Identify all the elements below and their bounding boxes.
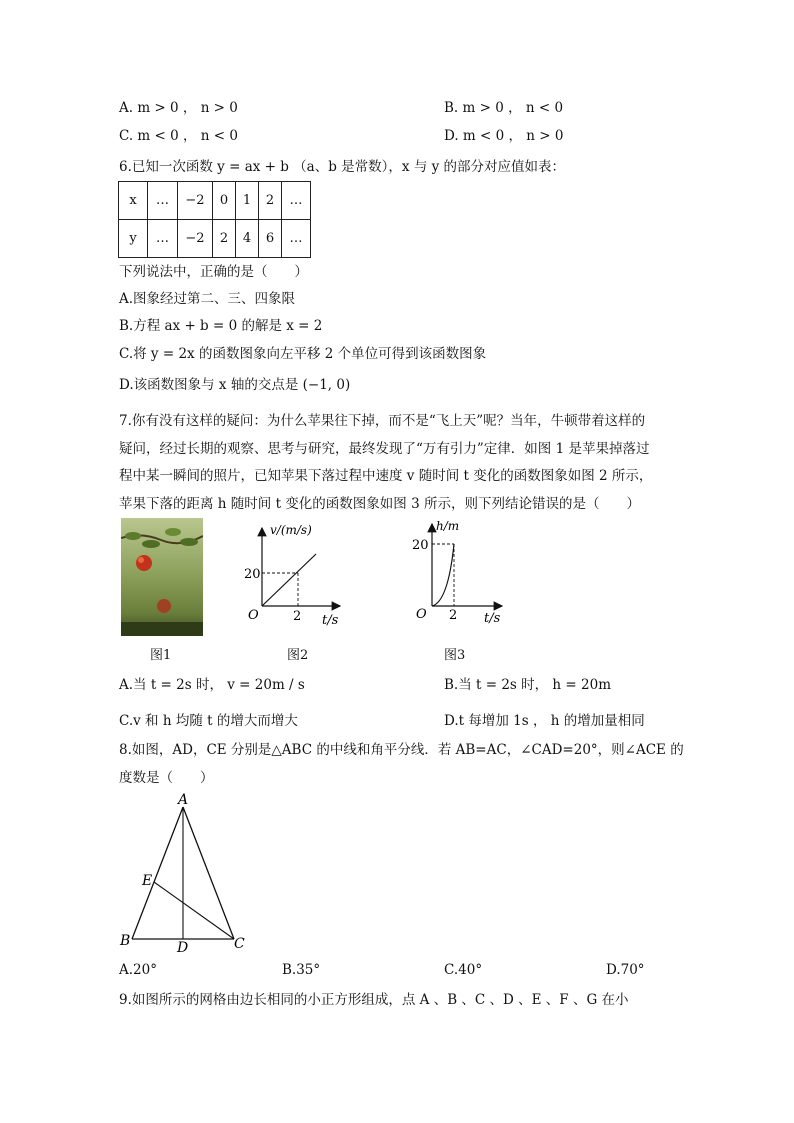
side-ab <box>132 807 183 939</box>
table-cell: 0 <box>213 182 236 220</box>
table-cell: 2 <box>213 220 236 258</box>
table-cell: … <box>282 220 311 258</box>
q6-value-table <box>118 181 311 258</box>
y-axis-label: v/(m/s) <box>270 523 312 537</box>
bisector-ce <box>154 882 234 939</box>
q7-line-3: 程中某一瞬间的照片，已知苹果下落过程中速度 v 随时间 t 变化的函数图象如图 2 所示， <box>119 468 653 484</box>
q5-option-c: C. m < 0 ， n < 0 <box>119 128 238 144</box>
point-label-e: E <box>142 873 153 889</box>
fig2-caption: 图2 <box>287 648 309 663</box>
vertex-label-a: A <box>178 792 189 808</box>
apple-photo <box>121 518 203 636</box>
x-tick-label: 2 <box>449 608 458 623</box>
q7-option-a: A.当 t = 2s 时， v = 20m / s <box>119 677 305 693</box>
fig1-caption: 图1 <box>150 648 172 663</box>
vertex-label-b: B <box>120 933 131 949</box>
q8-line-2: 度数是（ ） <box>119 770 214 786</box>
q7-line-1: 7.你有没有这样的疑问：为什么苹果往下掉，而不是“飞上天”呢？当年，牛顿带着这样的 <box>119 413 646 429</box>
q7-line-2: 疑问，经过长期的观察、思考与研究，最终发现了“万有引力”定律．如图 1 是苹果掉落过 <box>119 441 650 457</box>
q6-option-d: D.该函数图象与 x 轴的交点是 (−1, 0) <box>119 377 351 393</box>
origin-label: O <box>248 608 259 623</box>
q7-line-4: 苹果下落的距离 h 随时间 t 变化的函数图象如图 3 所示，则下列结论错误的是（ ） <box>119 496 640 512</box>
y-tick-label: 20 <box>244 567 261 582</box>
q6-stem: 6.已知一次函数 y = ax + b （a、b 是常数），x 与 y 的部分对应值如表： <box>119 159 566 175</box>
table-cell: 6 <box>259 220 282 258</box>
velocity-time-graph <box>236 518 356 628</box>
q6-option-c: C.将 y = 2x 的函数图象向左平移 2 个单位可得到该函数图象 <box>119 346 487 362</box>
q7-option-d: D.t 每增加 1s ， h 的增加量相同 <box>444 713 645 729</box>
table-cell: … <box>148 220 178 258</box>
fig3-caption: 图3 <box>444 648 466 663</box>
table-row-y <box>119 220 311 258</box>
x-axis-label: t/s <box>322 613 339 628</box>
x-tick-label: 2 <box>293 609 302 624</box>
table-cell: … <box>282 182 311 220</box>
distance-curve <box>432 544 454 606</box>
point-label-d: D <box>177 940 189 956</box>
table-row-x <box>119 182 311 220</box>
q7-option-b: B.当 t = 2s 时， h = 20m <box>444 677 611 693</box>
table-cell: 2 <box>259 182 282 220</box>
q6-question: 下列说法中，正确的是（ ） <box>119 264 308 280</box>
q6-option-b: B.方程 ax + b = 0 的解是 x = 2 <box>119 318 323 334</box>
q7-option-c: C.v 和 h 均随 t 的增大而增大 <box>119 713 298 729</box>
vertex-label-c: C <box>234 936 245 952</box>
q5-option-d: D. m < 0 ， n > 0 <box>444 128 564 144</box>
q9-line-1: 9.如图所示的网格由边长相同的小正方形组成，点 A 、B 、C 、D 、E 、F 、G 在小 <box>119 992 629 1008</box>
q8-option-c: C.40° <box>444 962 483 978</box>
q5-option-b: B. m > 0 ， n < 0 <box>444 100 564 116</box>
side-ac <box>183 807 234 939</box>
q5-option-a: A. m > 0 ， n > 0 <box>119 100 238 116</box>
table-cell: −2 <box>178 220 213 258</box>
table-cell: y <box>119 220 148 258</box>
q8-option-d: D.70° <box>606 962 645 978</box>
q8-line-1: 8.如图，AD，CE 分别是△ABC 的中线和角平分线．若 AB=AC，∠CAD=20°，则∠ACE 的 <box>119 742 684 758</box>
table-cell: 1 <box>236 182 259 220</box>
distance-time-graph <box>396 518 516 628</box>
x-axis-label: t/s <box>484 611 501 626</box>
triangle-abc-figure <box>114 790 254 958</box>
table-cell: 4 <box>236 220 259 258</box>
table-cell: x <box>119 182 148 220</box>
y-axis-label: h/m <box>436 519 460 533</box>
q8-option-a: A.20° <box>119 962 157 978</box>
q8-option-b: B.35° <box>282 962 321 978</box>
table-cell: −2 <box>178 182 213 220</box>
q6-option-a: A.图象经过第二、三、四象限 <box>119 291 296 307</box>
y-tick-label: 20 <box>412 538 429 553</box>
table-cell: … <box>148 182 178 220</box>
velocity-line <box>262 554 316 606</box>
origin-label: O <box>416 607 427 622</box>
